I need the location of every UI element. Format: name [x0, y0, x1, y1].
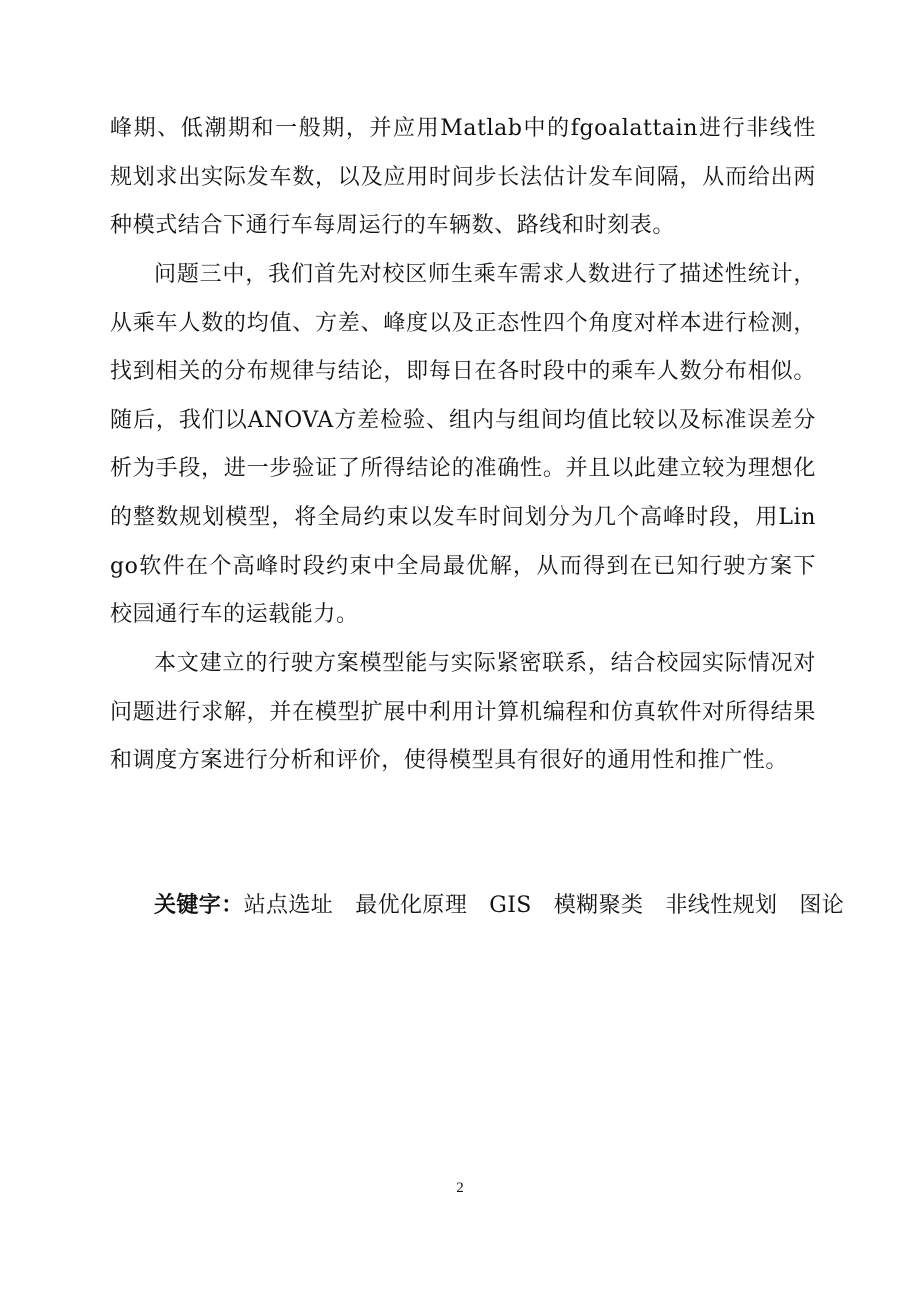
keyword-item: 非线性规划: [665, 893, 778, 918]
paragraph-problem-three: 问题三中，我们首先对校区师生乘车需求人数进行了描述性统计，从乘车人数的均值、方差、峰度以及正态性四个角度对样本进行检测，找到相关的分布规律与结论，即每日在各时段中的乘车人数分布相似。随后，我们以ANOVA方差检验、组内与组间均值比较以及标准误差分析为手段，进一步验证了所得结论的准确性。并且以此建立较为理想化的整数规划模型，将全局约束以发车时间划分为几个高峰时段，用Lingo软件在个高峰时段约束中全局最优解，从而得到在已知行驶方案下校园通行车的运载能力。: [110, 262, 816, 628]
keywords-line: [154, 882, 844, 931]
paragraph-conclusion: 本文建立的行驶方案模型能与实际紧密联系，结合校园实际情况对问题进行求解，并在模型扩展中利用计算机编程和仿真软件对所得结果和调度方案进行分析和评价，使得模型具有很好的通用性和推广性。: [110, 651, 816, 774]
keyword-item: GIS: [489, 893, 532, 918]
page-number: 2: [456, 1180, 464, 1196]
keyword-item: 最优化原理: [355, 893, 468, 918]
keywords-label: 关键字：: [154, 893, 244, 918]
keyword-item: 站点选址: [243, 893, 334, 918]
keyword-item: 模糊聚类: [553, 893, 644, 918]
paragraph-continuation: 峰期、低潮期和一般期，并应用Matlab中的fgoalattain进行非线性规划求出实际发车数，以及应用时间步长法估计发车间隔，从而给出两种模式结合下通行车每周运行的车辆数、路线和时刻表。: [110, 116, 816, 239]
keyword-item: 图论: [799, 893, 845, 918]
